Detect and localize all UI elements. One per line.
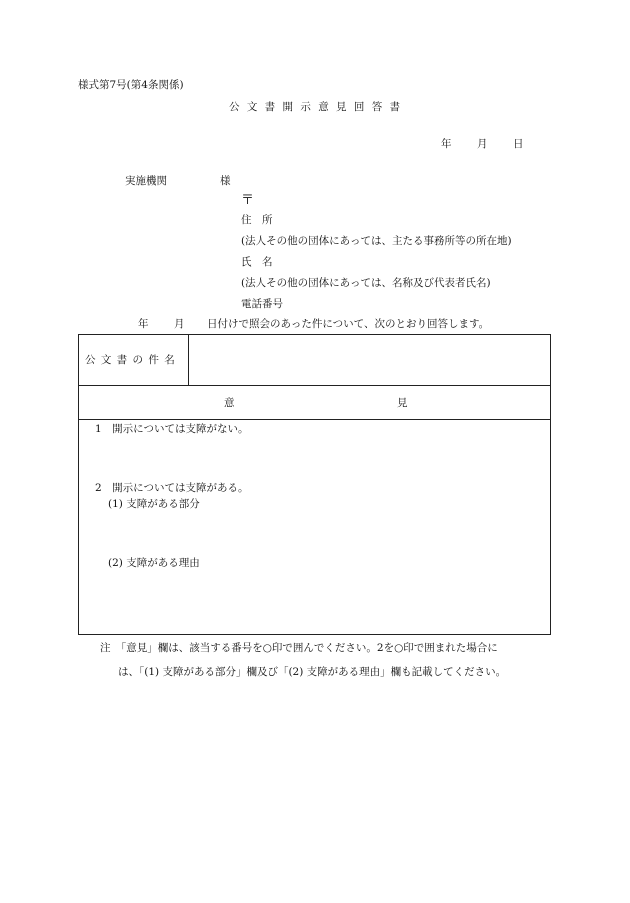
page-title: 公 文 書 開 示 意 見 回 答 書 [229,101,403,113]
intro-month: 月 [174,318,185,330]
phone-label: 電話番号 [241,298,283,310]
form-number: 様式第7号(第4条関係) [78,79,184,91]
opinion-item-1: 1 開示については支障がない。 [95,423,249,435]
date-day: 日 [513,138,524,150]
row-divider-2 [79,419,550,420]
intro-year: 年 [138,318,149,330]
note-line-1: 注 「意見」欄は、該当する番号を○印で囲んでください。2を○印で囲まれた場合に [100,642,498,654]
opinion-header-1: 意 [224,397,235,409]
name-label: 氏 名 [241,256,273,268]
date-month: 月 [477,138,488,150]
note-line-2: は、「(1) 支障がある部分」欄及び「(2) 支障がある理由」欄も記載してください。 [118,666,507,678]
opinion-item-2: 2 開示については支障がある。 [95,482,249,494]
addressee-org: 実施機関 [125,175,167,187]
intro-text: 日付けで照会のあった件について、次のとおり回答します。 [207,318,490,330]
address-note: (法人その他の団体にあっては、主たる事務所等の所在地) [241,235,512,247]
opinion-item-2-1: (1) 支障がある部分 [108,498,200,510]
opinion-item-2-2: (2) 支障がある理由 [108,557,200,569]
name-note: (法人その他の団体にあっては、名称及び代表者氏名) [241,277,491,289]
opinion-header-2: 見 [397,397,408,409]
subject-divider [188,335,189,385]
address-label: 住 所 [241,214,273,226]
postal-mark: 〒 [241,193,255,208]
subject-label: 公 文 書 の 件 名 [85,354,176,366]
row-divider-1 [79,385,550,386]
addressee-honorific: 様 [220,175,231,187]
date-year: 年 [441,138,452,150]
opinion-form-table [78,334,551,635]
